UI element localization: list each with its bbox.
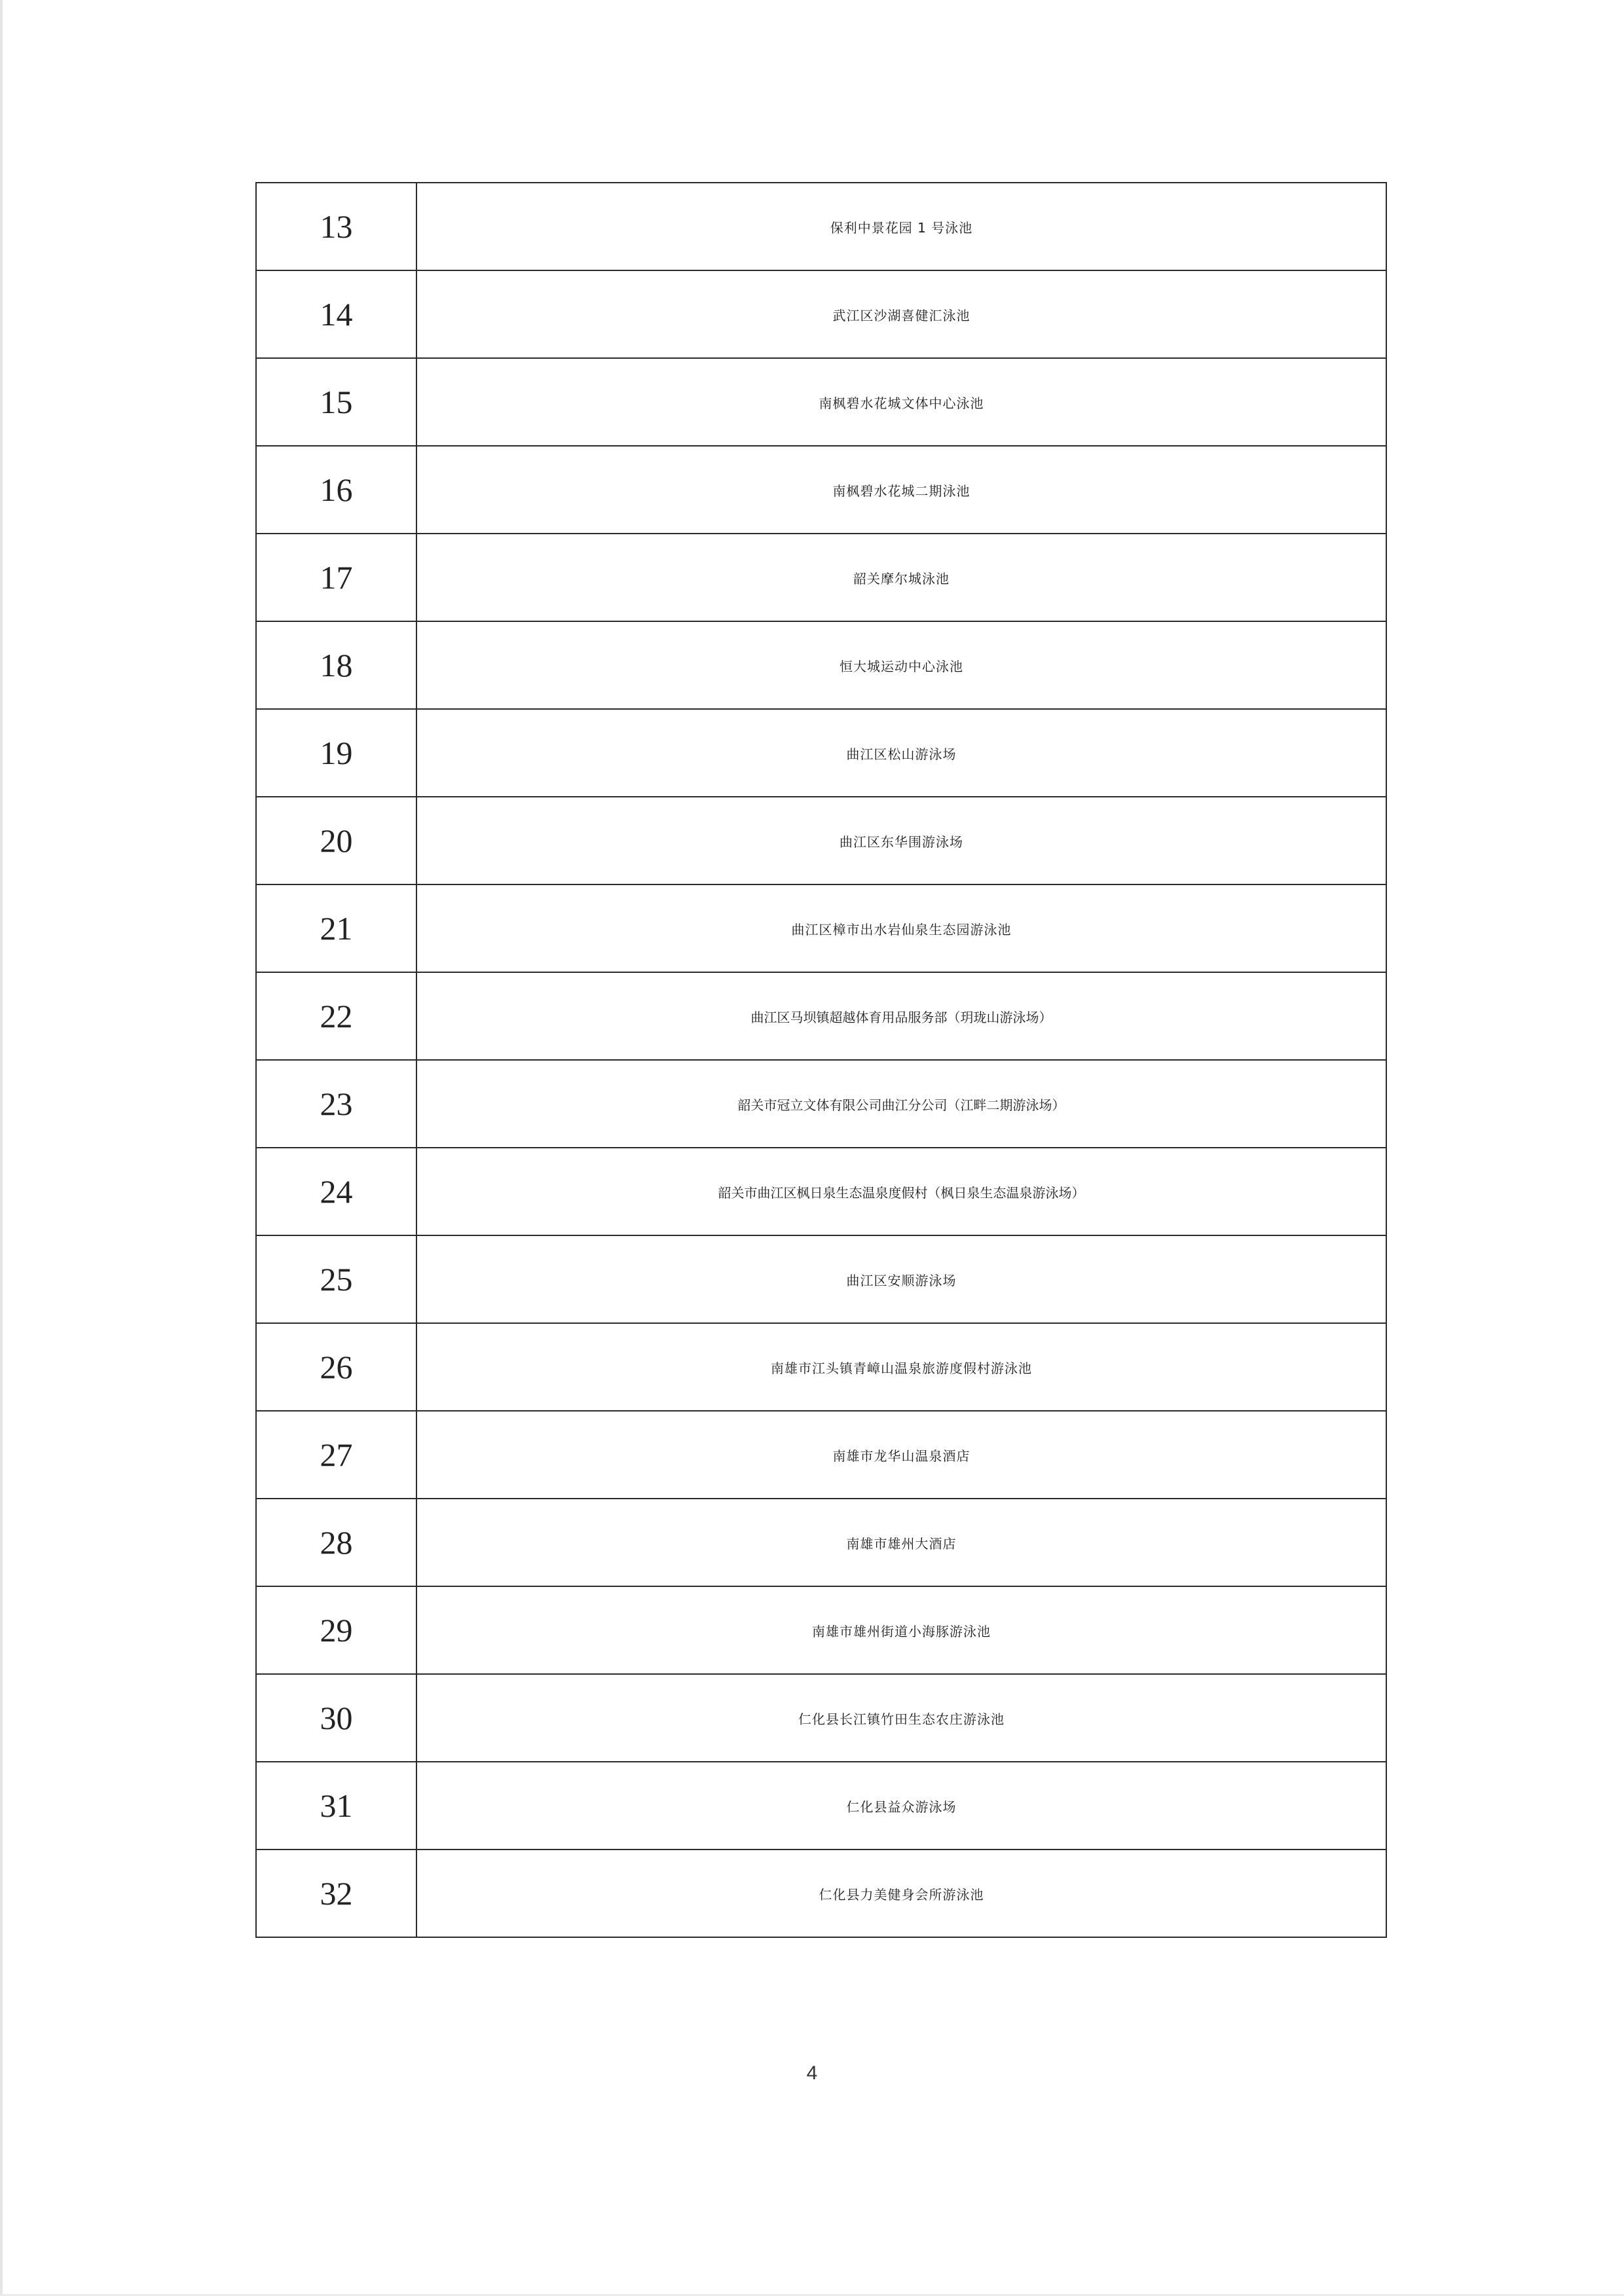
venue-name-cell: 韶关市冠立文体有限公司曲江分公司（江畔二期游泳场）: [416, 1060, 1386, 1148]
swimming-venue-table: [255, 182, 1387, 1938]
table-row: [256, 1762, 1386, 1850]
venue-name-cell: 曲江区马坝镇超越体育用品服务部（玥珑山游泳场）: [416, 972, 1386, 1060]
row-number-cell: 28: [256, 1499, 416, 1586]
row-number-cell: 17: [256, 534, 416, 621]
venue-name-cell: 南雄市江头镇青嶂山温泉旅游度假村游泳池: [416, 1323, 1386, 1411]
row-number-cell: 25: [256, 1235, 416, 1323]
venue-name-cell: 南雄市雄州大酒店: [416, 1499, 1386, 1586]
venue-name-cell: 恒大城运动中心泳池: [416, 621, 1386, 709]
row-number-cell: 21: [256, 884, 416, 972]
row-number-cell: 30: [256, 1674, 416, 1762]
row-number-cell: 31: [256, 1762, 416, 1850]
table-row: [256, 884, 1386, 972]
venue-name-cell: 曲江区松山游泳场: [416, 709, 1386, 797]
row-number-cell: 24: [256, 1148, 416, 1235]
table-row: [256, 972, 1386, 1060]
row-number-cell: 20: [256, 797, 416, 884]
row-number-cell: 19: [256, 709, 416, 797]
table-row: [256, 797, 1386, 884]
table-row: [256, 358, 1386, 446]
venue-name-cell: 南枫碧水花城二期泳池: [416, 446, 1386, 534]
table-row: [256, 446, 1386, 534]
venue-name-cell: 保利中景花园 1 号泳池: [416, 183, 1386, 270]
table-row: [256, 1499, 1386, 1586]
venue-name-cell: 南枫碧水花城文体中心泳池: [416, 358, 1386, 446]
table-row: [256, 1323, 1386, 1411]
table-body: [256, 183, 1386, 1937]
row-number-cell: 27: [256, 1411, 416, 1499]
table-row: [256, 534, 1386, 621]
venue-name-cell: 仁化县长江镇竹田生态农庄游泳池: [416, 1674, 1386, 1762]
row-number-cell: 29: [256, 1586, 416, 1674]
row-number-cell: 16: [256, 446, 416, 534]
row-number-cell: 32: [256, 1850, 416, 1937]
row-number-cell: 18: [256, 621, 416, 709]
row-number-cell: 15: [256, 358, 416, 446]
table-row: [256, 1586, 1386, 1674]
table-row: [256, 709, 1386, 797]
row-number-cell: 22: [256, 972, 416, 1060]
table-row: [256, 1411, 1386, 1499]
venue-name-cell: 曲江区东华围游泳场: [416, 797, 1386, 884]
venue-name-cell: 南雄市雄州街道小海豚游泳池: [416, 1586, 1386, 1674]
venue-name-cell: 仁化县力美健身会所游泳池: [416, 1850, 1386, 1937]
scan-edge-left: [0, 0, 3, 2296]
table-row: [256, 1235, 1386, 1323]
venue-name-cell: 曲江区樟市出水岩仙泉生态园游泳池: [416, 884, 1386, 972]
venue-name-cell: 武江区沙湖喜健汇泳池: [416, 270, 1386, 358]
row-number-cell: 23: [256, 1060, 416, 1148]
table-row: [256, 270, 1386, 358]
table-row: [256, 1674, 1386, 1762]
venue-name-cell: 南雄市龙华山温泉酒店: [416, 1411, 1386, 1499]
table-row: [256, 1148, 1386, 1235]
row-number-cell: 14: [256, 270, 416, 358]
table-row: [256, 1060, 1386, 1148]
row-number-cell: 13: [256, 183, 416, 270]
row-number-cell: 26: [256, 1323, 416, 1411]
venue-name-cell: 韶关摩尔城泳池: [416, 534, 1386, 621]
table-row: [256, 621, 1386, 709]
table-row: [256, 183, 1386, 270]
venue-name-cell: 曲江区安顺游泳场: [416, 1235, 1386, 1323]
venue-name-cell: 韶关市曲江区枫日泉生态温泉度假村（枫日泉生态温泉游泳场）: [416, 1148, 1386, 1235]
page-number: 4: [806, 2062, 818, 2084]
table-row: [256, 1850, 1386, 1937]
venue-name-cell: 仁化县益众游泳场: [416, 1762, 1386, 1850]
